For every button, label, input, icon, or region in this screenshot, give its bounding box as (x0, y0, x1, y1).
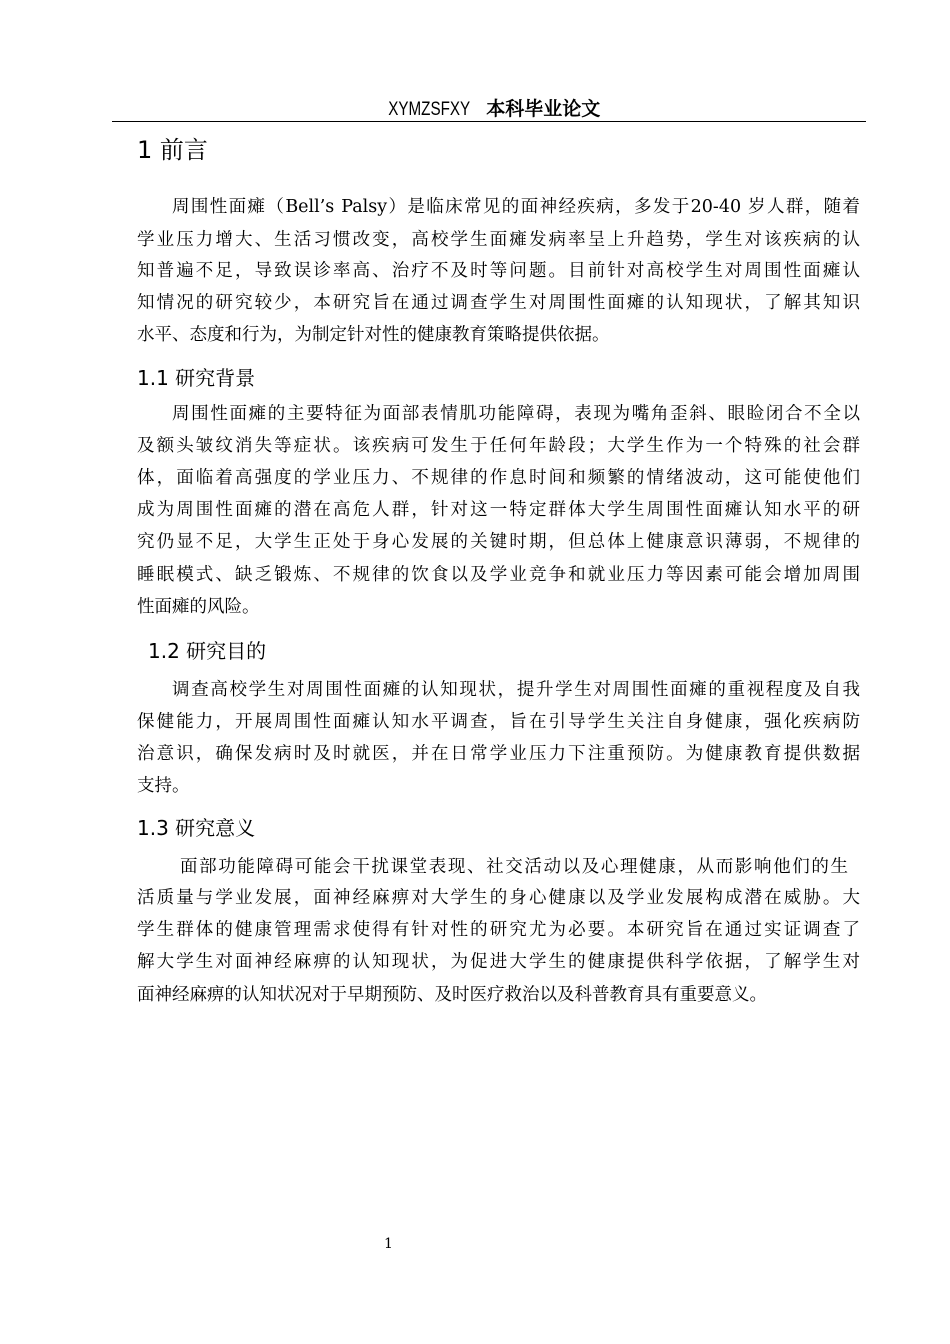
section-title-1-1: 1.1 研究背景 (137, 366, 256, 390)
header-latin: XYMZSFXY (388, 99, 470, 120)
header-rule (112, 121, 866, 122)
paragraph-line: 面部功能障碍可能会干扰课堂表现、社交活动以及心理健康，从而影响他们的生 (180, 857, 848, 877)
paragraph-line: 调查高校学生对周围性面瘫的认知现状，提升学生对周围性面瘫的重视程度及自我 (172, 680, 860, 700)
paragraph-line: 睡眠模式、缺乏锻炼、不规律的饮食以及学业竞争和就业压力等因素可能会增加周围 (137, 565, 860, 585)
chapter-title: 1 前言 (137, 136, 208, 164)
paragraph-line: 成为周围性面瘫的潜在高危人群，针对这一特定群体大学生周围性面瘫认知水平的研 (137, 500, 860, 520)
paragraph-line: 究仍显不足，大学生正处于身心发展的关键时期，但总体上健康意识薄弱，不规律的 (137, 532, 860, 552)
paragraph-line: 知情况的研究较少，本研究旨在通过调查学生对周围性面瘫的认知现状，了解其知识 (137, 293, 860, 313)
page-header (112, 96, 866, 123)
paragraph-line: 学业压力增大、生活习惯改变，高校学生面瘫发病率呈上升趋势，学生对该疾病的认 (137, 230, 860, 250)
section-title-1-2: 1.2 研究目的 (148, 639, 267, 663)
paragraph-line: 保健能力，开展周围性面瘫认知水平调查，旨在引导学生关注自身健康，强化疾病防 (137, 712, 860, 732)
paragraph-line: 周围性面瘫（Bell’s Palsy）是临床常见的面神经疾病，多发于20-40 岁人群，随着 (172, 197, 860, 217)
paragraph-line: 面神经麻痹的认知状况对于早期预防、及时医疗救治以及科普教育具有重要意义。 (137, 985, 767, 1005)
paragraph-line: 知普遍不足，导致误诊率高、治疗不及时等问题。目前针对高校学生对周围性面瘫认 (137, 261, 860, 281)
paragraph-line: 治意识，确保发病时及时就医，并在日常学业压力下注重预防。为健康教育提供数据 (137, 744, 860, 764)
paragraph-line: 活质量与学业发展，面神经麻痹对大学生的身心健康以及学业发展构成潜在威胁。大 (137, 888, 860, 908)
paragraph-line: 支持。 (137, 776, 190, 796)
paragraph-line: 学生群体的健康管理需求使得有针对性的研究尤为必要。本研究旨在通过实证调查了 (137, 920, 860, 940)
paragraph-line: 性面瘫的风险。 (137, 597, 260, 617)
paragraph-line: 解大学生对面神经麻痹的认知现状，为促进大学生的健康提供科学依据，了解学生对 (137, 952, 860, 972)
paragraph-line: 水平、态度和行为，为制定针对性的健康教育策略提供依据。 (137, 325, 610, 345)
section-title-1-3: 1.3 研究意义 (137, 816, 256, 840)
paragraph-line: 周围性面瘫的主要特征为面部表情肌功能障碍，表现为嘴角歪斜、眼睑闭合不全以 (172, 404, 860, 424)
paragraph-line: 体，面临着高强度的学业压力、不规律的作息时间和频繁的情绪波动，这可能使他们 (137, 468, 860, 488)
page-number: 1 (384, 1236, 393, 1252)
header-title: 本科毕业论文 (486, 98, 601, 120)
paragraph-line: 及额头皱纹消失等症状。该疾病可发生于任何年龄段；大学生作为一个特殊的社会群 (137, 436, 860, 456)
